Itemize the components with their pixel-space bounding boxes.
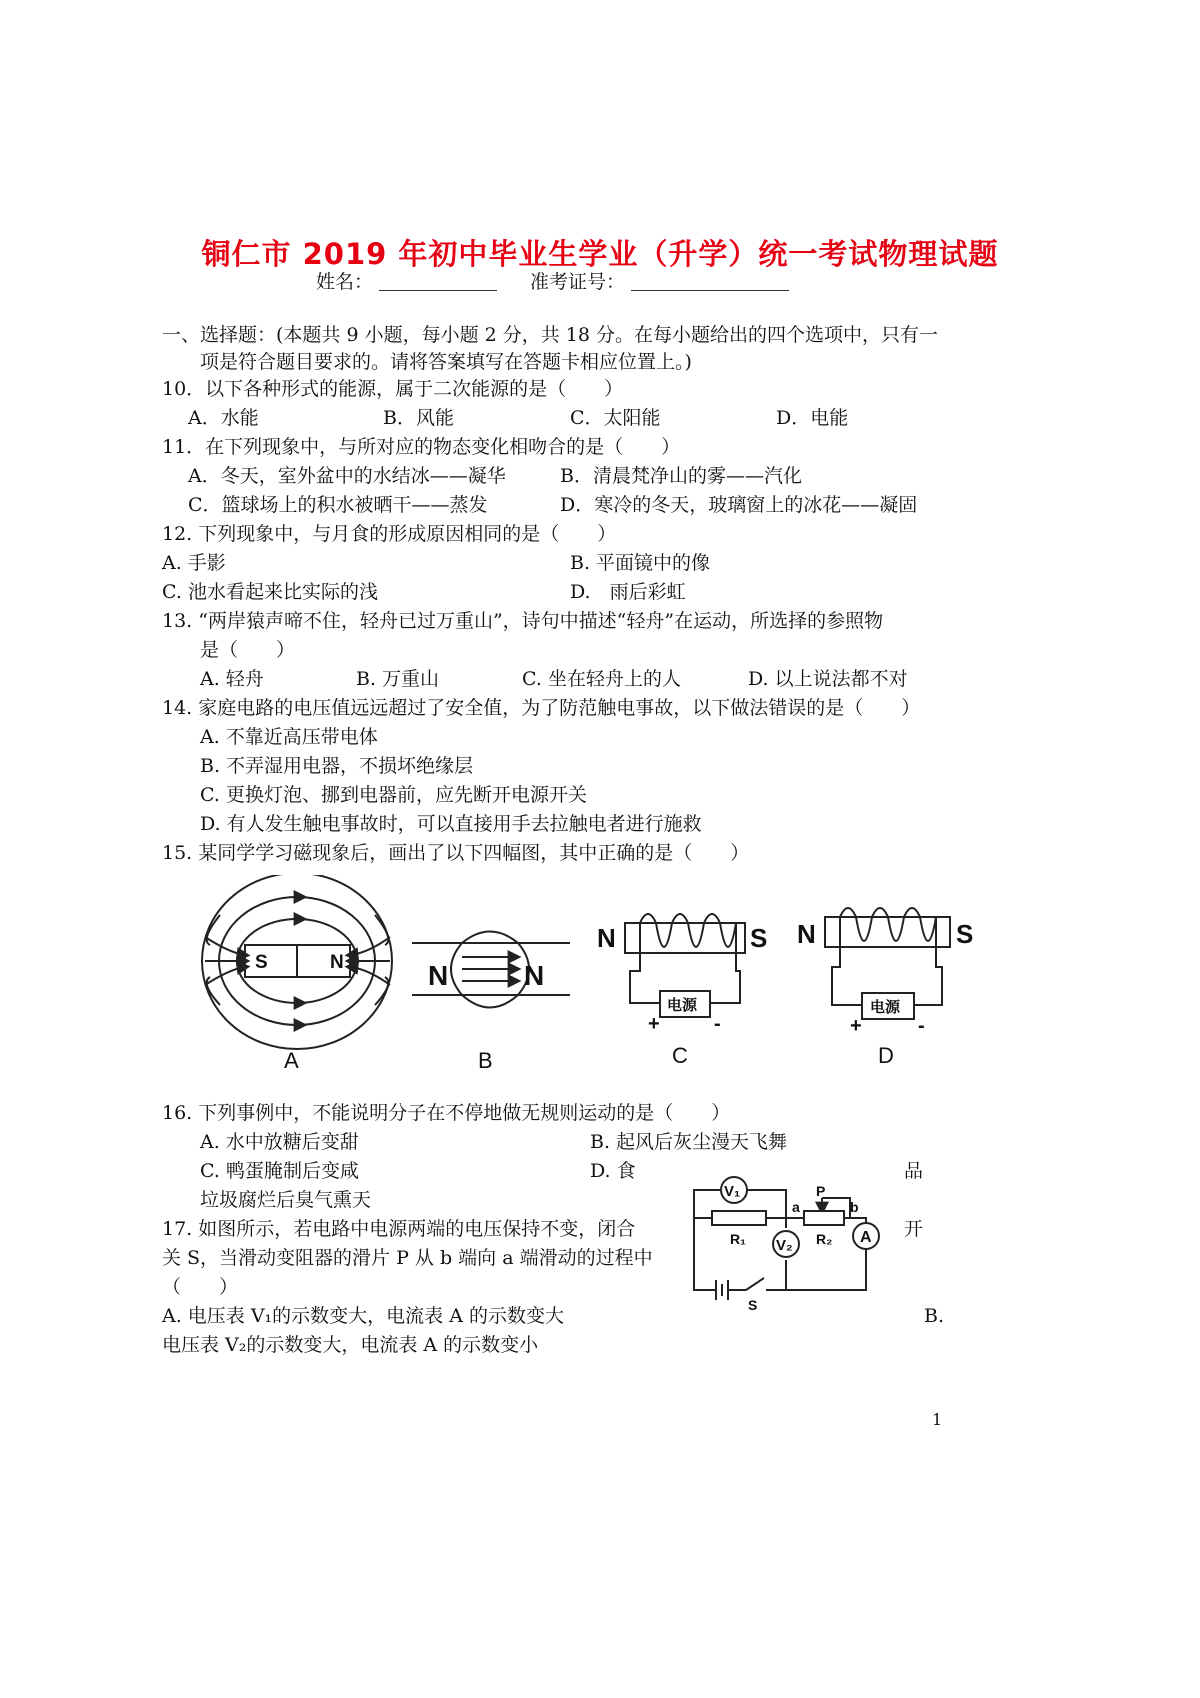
question-17-stem-line3: （ ） <box>162 1276 239 1298</box>
circuit-r1-label: R₁ <box>730 1231 746 1247</box>
figure-d-plus: + <box>850 1015 862 1037</box>
question-13-option-c: C. 坐在轻舟上的人 <box>522 668 681 690</box>
question-16-option-c: C. 鸭蛋腌制后变咸 <box>200 1160 359 1182</box>
circuit-s-label: S <box>748 1297 758 1313</box>
question-12-option-c: C. 池水看起来比实际的浅 <box>162 581 378 603</box>
question-12-option-d: D. 雨后彩虹 <box>570 581 686 603</box>
question-14-stem: 14. 家庭电路的电压值远远超过了安全值，为了防范触电事故，以下做法错误的是（ ） <box>162 697 921 719</box>
question-17-stem-line1-end: 开 <box>904 1218 924 1240</box>
figure-d-label: D <box>878 1043 894 1068</box>
question-16-option-d-part1: D. 食 <box>590 1160 636 1182</box>
question-14-option-c: C. 更换灯泡、挪到电器前，应先断开电源开关 <box>200 784 587 806</box>
figure-c-n-label: N <box>597 923 616 953</box>
figure-a-s-label: S <box>255 952 268 973</box>
resistor-r1 <box>712 1211 766 1225</box>
figure-c-minus: - <box>714 1013 721 1035</box>
circuit-a-label: a <box>792 1199 800 1215</box>
figure-c-s-label: S <box>750 923 768 953</box>
resistor-r2 <box>804 1211 844 1225</box>
figure-b-left-n: N <box>428 960 449 991</box>
question-16-option-b: B. 起风后灰尘漫天飞舞 <box>590 1131 788 1153</box>
question-15-stem: 15. 某同学学习磁现象后，画出了以下四幅图，其中正确的是（ ） <box>162 842 750 864</box>
page-title: 铜仁市 2019 年初中毕业生学业（升学）统一考试物理试题 <box>201 237 999 271</box>
question-11-stem: 11．在下列现象中，与所对应的物态变化相吻合的是（ ） <box>162 436 681 458</box>
section-instructions-line2: 项是符合题目要求的。请将答案填写在答题卡相应位置上。) <box>200 351 692 373</box>
name-field <box>316 270 497 294</box>
question-17-option-a: A. 电压表 V₁的示数变大，电流表 A 的示数变大 <box>162 1305 564 1327</box>
question-10-option-a: A．水能 <box>188 407 259 429</box>
question-11-option-b: B．清晨梵净山的雾——汽化 <box>560 465 802 487</box>
circuit-r2-label: R₂ <box>816 1231 833 1247</box>
section-instructions-line1: 一、选择题：(本题共 9 小题，每小题 2 分，共 18 分。在每小题给出的四个选项中，只有一 <box>162 324 939 346</box>
question-17-option-b-marker: B. <box>924 1305 945 1327</box>
question-12-option-b: B. 平面镜中的像 <box>570 552 711 574</box>
question-13-option-a: A. 轻舟 <box>200 668 264 690</box>
figure-c-plus: + <box>648 1013 660 1035</box>
name-blank[interactable] <box>379 272 497 291</box>
question-14-option-d: D. 有人发生触电事故时，可以直接用手去拉触电者进行施救 <box>200 813 702 835</box>
figure-b-label: B <box>478 1048 493 1073</box>
circuit-ammeter-label: A <box>860 1229 872 1246</box>
question-12-option-a: A. 手影 <box>162 552 226 574</box>
question-16-option-a: A. 水中放糖后变甜 <box>200 1131 359 1153</box>
question-13-option-d: D. 以上说法都不对 <box>748 668 908 690</box>
circuit-v2-label: V₂ <box>776 1237 793 1254</box>
figure-c-label: C <box>672 1043 688 1068</box>
figure-d-s-label: S <box>956 919 974 949</box>
question-11-option-c: C．篮球场上的积水被晒干——蒸发 <box>188 494 488 516</box>
exam-id-field <box>530 270 789 294</box>
figure-c-power-label: 电源 <box>667 997 698 1014</box>
figure-d-core <box>825 917 950 947</box>
question-10-option-d: D．电能 <box>776 407 849 429</box>
figure-b-right-n: N <box>524 960 545 991</box>
question-10-stem: 10．以下各种形式的能源，属于二次能源的是（ ） <box>162 378 624 400</box>
circuit-p-label: P <box>816 1183 826 1199</box>
figure-d-minus: - <box>918 1015 925 1037</box>
exam-id-label: 准考证号： <box>530 271 626 293</box>
figure-d-n-label: N <box>797 919 816 949</box>
question-13-option-b: B. 万重山 <box>356 668 440 690</box>
question-17-option-b: 电压表 V₂的示数变大，电流表 A 的示数变小 <box>162 1334 539 1356</box>
question-14-option-a: A. 不靠近高压带电体 <box>200 726 378 748</box>
question-10-option-c: C．太阳能 <box>570 407 661 429</box>
figure-d-power-label: 电源 <box>870 999 901 1016</box>
circuit-v1-label: V₁ <box>724 1183 741 1200</box>
figure-a-label: A <box>284 1048 299 1073</box>
figure-a-n-label: N <box>330 952 344 973</box>
circuit-b-label: b <box>850 1199 859 1215</box>
name-label: 姓名： <box>316 271 374 293</box>
question-16-option-d-part3: 垃圾腐烂后臭气熏天 <box>200 1189 372 1211</box>
question-17-stem-line2: 关 S，当滑动变阻器的滑片 P 从 b 端向 a 端滑动的过程中 <box>162 1247 653 1269</box>
circuit-diagram <box>686 1168 886 1318</box>
magnetism-figures <box>200 875 990 1085</box>
question-11-option-d: D．寒冷的冬天，玻璃窗上的冰花——凝固 <box>560 494 918 516</box>
question-13-stem-line1: 13. “两岸猿声啼不住，轻舟已过万重山”，诗句中描述“轻舟”在运动，所选择的参照物 <box>162 610 884 632</box>
page-number: 1 <box>932 1410 943 1429</box>
question-16-stem: 16. 下列事例中，不能说明分子在不停地做无规则运动的是（ ） <box>162 1102 731 1124</box>
figure-c-core <box>625 923 745 953</box>
figure-a <box>202 875 392 1049</box>
question-11-option-a: A．冬天，室外盆中的水结冰——凝华 <box>188 465 506 487</box>
question-10-option-b: B．风能 <box>383 407 454 429</box>
question-17-stem-line1: 17. 如图所示，若电路中电源两端的电压保持不变，闭合 <box>162 1218 636 1240</box>
question-13-stem-line2: 是（ ） <box>200 639 296 661</box>
question-12-stem: 12. 下列现象中，与月食的形成原因相同的是（ ） <box>162 523 617 545</box>
question-16-option-d-part2: 品 <box>904 1160 924 1182</box>
question-14-option-b: B. 不弄湿用电器，不损坏绝缘层 <box>200 755 474 777</box>
exam-id-blank[interactable] <box>631 272 789 291</box>
